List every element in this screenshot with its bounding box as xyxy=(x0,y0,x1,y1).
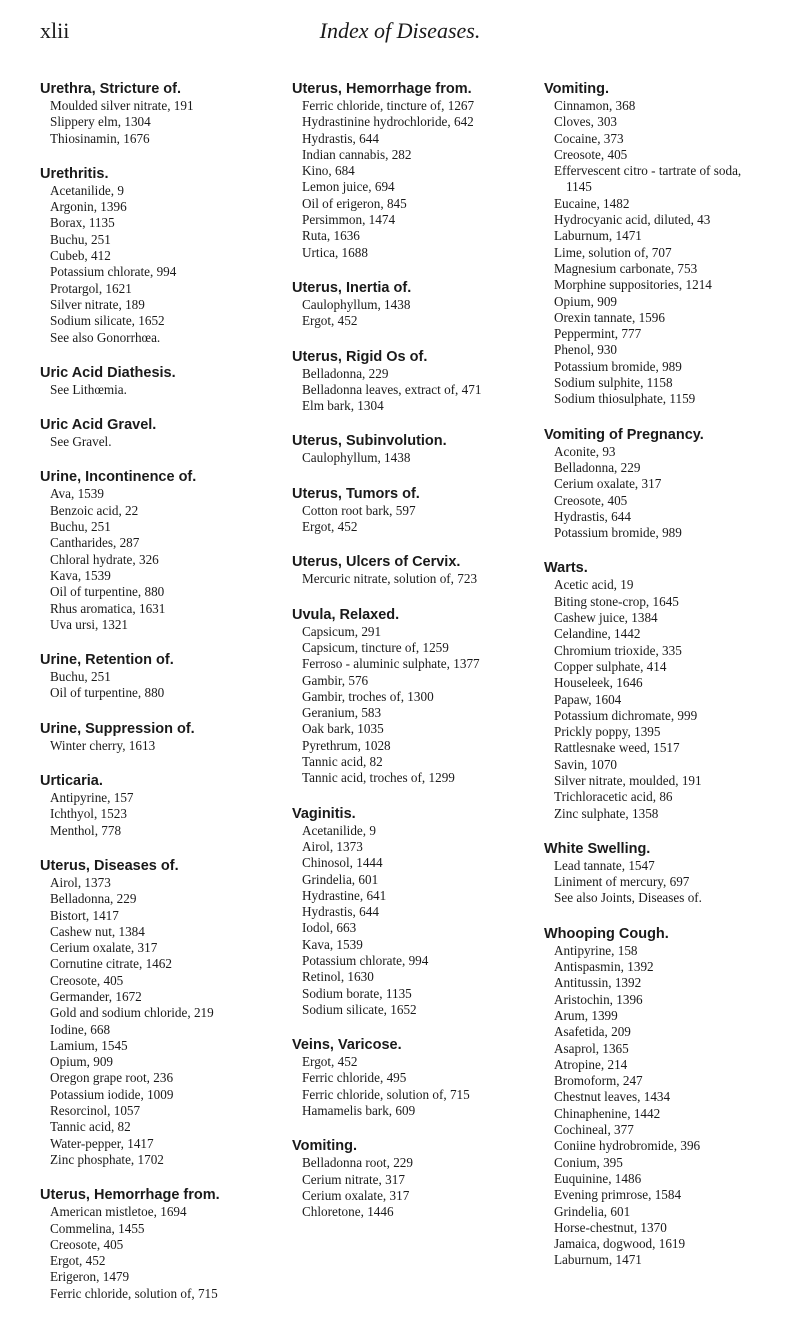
section-heading: Uric Acid Diathesis. xyxy=(40,364,176,381)
index-entry: Arum, 1399 xyxy=(554,1007,618,1023)
index-entry: Aconite, 93 xyxy=(554,443,616,459)
index-entry: Laburnum, 1471 xyxy=(554,1252,642,1268)
index-entry: Cotton root bark, 597 xyxy=(302,502,416,518)
index-entry: Potassium chlorate, 994 xyxy=(302,952,429,968)
index-entry: Lamium, 1545 xyxy=(50,1037,128,1053)
index-entry: Geranium, 583 xyxy=(302,705,382,721)
index-entry: Tannic acid, 82 xyxy=(302,754,383,770)
index-entry: Cantharides, 287 xyxy=(50,535,140,551)
index-entry: Belladonna, 229 xyxy=(302,365,389,381)
index-entry: Slippery elm, 1304 xyxy=(50,114,151,130)
index-entry: Lime, solution of, 707 xyxy=(554,244,672,260)
index-entry: See Lithœmia. xyxy=(50,381,127,397)
index-entry: Chromium trioxide, 335 xyxy=(554,642,682,658)
index-entry: Potassium dichromate, 999 xyxy=(554,707,698,723)
section-heading: Uric Acid Gravel. xyxy=(40,417,157,434)
index-entry: Creosote, 405 xyxy=(50,1236,124,1252)
section-heading: Uterus, Rigid Os of. xyxy=(292,348,428,365)
index-section xyxy=(40,857,292,1168)
entry-list xyxy=(40,382,292,398)
index-entry: Ferric chloride, 495 xyxy=(302,1070,407,1086)
index-entry: Iodol, 663 xyxy=(302,920,357,936)
index-entry: Caulophyllum, 1438 xyxy=(302,450,411,466)
entry-list xyxy=(40,434,292,450)
index-entry: Cashew nut, 1384 xyxy=(50,923,145,939)
index-entry: Horse-chestnut, 1370 xyxy=(554,1219,667,1235)
index-entry: Cerium oxalate, 317 xyxy=(50,940,158,956)
section-heading: Uterus, Ulcers of Cervix. xyxy=(292,554,461,571)
index-entry: Effervescent citro - tartrate of soda, 1145 xyxy=(554,163,742,195)
index-column-1 xyxy=(40,80,292,1320)
index-entry: Mercuric nitrate, solution of, 723 xyxy=(302,571,478,587)
index-entry: Erigeron, 1479 xyxy=(50,1269,130,1285)
section-heading: White Swelling. xyxy=(544,840,651,857)
index-entry: Kava, 1539 xyxy=(50,567,111,583)
index-entry: Pyrethrum, 1028 xyxy=(302,737,391,753)
index-entry: Acetanilide, 9 xyxy=(50,182,124,198)
index-entry: Phenol, 930 xyxy=(554,342,618,358)
index-entry: Buchu, 251 xyxy=(50,669,111,685)
index-column-3 xyxy=(544,80,770,1320)
section-heading: Vomiting. xyxy=(544,81,609,97)
index-entry: Potassium bromide, 989 xyxy=(554,525,682,541)
index-entry: Moulded silver nitrate, 191 xyxy=(50,98,194,113)
index-entry: Cinnamon, 368 xyxy=(554,98,636,113)
index-section xyxy=(292,485,544,536)
index-entry: Oregon grape root, 236 xyxy=(50,1070,174,1086)
index-entry: Prickly poppy, 1395 xyxy=(554,724,661,740)
entry-list xyxy=(40,790,292,839)
section-heading: Whooping Cough. xyxy=(544,925,669,942)
index-entry: Orexin tannate, 1596 xyxy=(554,309,665,325)
index-entry: Buchu, 251 xyxy=(50,231,111,247)
running-title: Index of Diseases. xyxy=(319,18,481,43)
entry-list xyxy=(40,1204,292,1302)
index-entry: Belladonna leaves, extract of, 471 xyxy=(302,381,482,397)
index-entry: Menthol, 778 xyxy=(50,822,122,838)
section-heading: Vomiting. xyxy=(292,1138,357,1155)
index-entry: Cerium nitrate, 317 xyxy=(302,1171,405,1187)
index-entry: Magnesium carbonate, 753 xyxy=(554,260,698,276)
section-heading: Urine, Incontinence of. xyxy=(40,469,197,486)
index-entry: Silver nitrate, 189 xyxy=(50,296,145,312)
index-entry: Evening primrose, 1584 xyxy=(554,1187,682,1203)
entry-list xyxy=(292,571,544,587)
section-heading: Urethra, Stricture of. xyxy=(40,81,181,97)
index-entry: Lemon juice, 694 xyxy=(302,179,395,195)
index-entry: Atropine, 214 xyxy=(554,1056,628,1072)
index-entry: Hydrastis, 644 xyxy=(302,904,379,920)
section-heading: Urine, Suppression of. xyxy=(40,720,195,737)
index-entry: Ferroso - aluminic sulphate, 1377 xyxy=(302,656,480,672)
index-entry: Commelina, 1455 xyxy=(50,1220,145,1236)
index-entry: Ergot, 452 xyxy=(302,1054,358,1070)
entry-list xyxy=(40,98,292,147)
index-entry: See Gravel. xyxy=(50,434,112,450)
index-entry: Biting stone-crop, 1645 xyxy=(554,593,679,609)
entry-list xyxy=(544,858,770,907)
index-entry: Benzoic acid, 22 xyxy=(50,502,139,518)
index-entry: Acetic acid, 19 xyxy=(554,577,634,593)
index-entry: Bromoform, 247 xyxy=(554,1073,643,1089)
index-section xyxy=(40,416,292,450)
index-entry: Caulophyllum, 1438 xyxy=(302,296,411,312)
index-entry: Euquinine, 1486 xyxy=(554,1170,642,1186)
index-entry: Zinc sulphate, 1358 xyxy=(554,805,659,821)
index-section xyxy=(40,1186,292,1302)
section-heading: Uterus, Diseases of. xyxy=(40,857,179,874)
index-section xyxy=(544,426,770,542)
index-entry: Potassium chlorate, 994 xyxy=(50,264,177,280)
index-section xyxy=(40,772,292,839)
index-entry: Tannic acid, 82 xyxy=(50,1119,131,1135)
entry-list xyxy=(40,738,292,754)
index-entry: Hydrocyanic acid, diluted, 43 xyxy=(554,212,711,228)
index-entry: Grindelia, 601 xyxy=(554,1203,631,1219)
index-entry: Grindelia, 601 xyxy=(302,871,379,887)
index-entry: Ergot, 452 xyxy=(50,1253,106,1269)
entry-list xyxy=(40,875,292,1168)
index-entry: Thiosinamin, 1676 xyxy=(50,130,150,146)
index-section xyxy=(292,1137,544,1220)
index-entry: Persimmon, 1474 xyxy=(302,212,396,228)
index-section xyxy=(40,165,292,346)
index-entry: Antitussin, 1392 xyxy=(554,975,642,991)
index-entry: Ferric chloride, tincture of, 1267 xyxy=(302,98,475,113)
index-section xyxy=(40,720,292,754)
index-entry: Sodium borate, 1135 xyxy=(302,985,412,1001)
entry-list xyxy=(292,503,544,536)
index-entry: Resorcinol, 1057 xyxy=(50,1103,141,1119)
index-entry: Iodine, 668 xyxy=(50,1021,111,1037)
index-entry: Cochineal, 377 xyxy=(554,1122,634,1138)
index-entry: Cornutine citrate, 1462 xyxy=(50,956,172,972)
entry-list xyxy=(544,577,770,821)
index-section xyxy=(292,348,544,415)
index-entry: Sodium sulphite, 1158 xyxy=(554,375,673,391)
index-entry: Jamaica, dogwood, 1619 xyxy=(554,1236,686,1252)
entry-list xyxy=(544,444,770,542)
index-entry: Asaprol, 1365 xyxy=(554,1040,629,1056)
index-section xyxy=(292,432,544,466)
index-entry: Hydrastinine hydrochloride, 642 xyxy=(302,114,474,130)
index-entry: Opium, 909 xyxy=(554,293,618,309)
index-entry: Belladonna root, 229 xyxy=(302,1155,413,1171)
index-entry: Ergot, 452 xyxy=(302,519,358,535)
index-entry: Hydrastine, 641 xyxy=(302,887,387,903)
entry-list xyxy=(544,943,770,1269)
index-entry: See also Gonorrhœa. xyxy=(50,329,161,345)
section-heading: Uterus, Tumors of. xyxy=(292,485,420,502)
index-entry: Copper sulphate, 414 xyxy=(554,658,667,674)
index-entry: Cocaine, 373 xyxy=(554,130,624,146)
index-section xyxy=(292,1036,544,1119)
index-entry: Morphine suppositories, 1214 xyxy=(554,277,712,293)
entry-list xyxy=(40,669,292,702)
index-entry: Ergot, 452 xyxy=(302,313,358,329)
index-entry: Sodium silicate, 1652 xyxy=(302,1001,417,1017)
index-entry: Cerium oxalate, 317 xyxy=(554,476,662,492)
section-heading: Uterus, Hemorrhage from. xyxy=(40,1187,220,1204)
section-heading: Urethritis. xyxy=(40,165,109,182)
index-entry: Oil of turpentine, 880 xyxy=(50,584,165,600)
index-entry: Ferric chloride, solution of, 715 xyxy=(302,1086,470,1102)
index-entry: Ichthyol, 1523 xyxy=(50,806,127,822)
index-entry: Coniine hydrobromide, 396 xyxy=(554,1138,701,1154)
section-heading: Uterus, Hemorrhage from. xyxy=(292,81,472,97)
index-entry: Peppermint, 777 xyxy=(554,326,642,342)
index-entry: Belladonna, 229 xyxy=(50,891,137,907)
index-entry: Bistort, 1417 xyxy=(50,907,119,923)
index-entry: Buchu, 251 xyxy=(50,519,111,535)
index-entry: Sodium silicate, 1652 xyxy=(50,313,165,329)
index-entry: Celandine, 1442 xyxy=(554,626,641,642)
entry-list xyxy=(292,823,544,1019)
index-entry: Aristochin, 1396 xyxy=(554,991,643,1007)
index-section xyxy=(544,80,770,408)
index-section xyxy=(40,364,292,398)
index-entry: Gambir, troches of, 1300 xyxy=(302,688,434,704)
index-section xyxy=(292,805,544,1019)
index-entry: Hydrastis, 644 xyxy=(302,130,379,146)
index-entry: Creosote, 405 xyxy=(554,146,628,162)
index-entry: Hamamelis bark, 609 xyxy=(302,1103,416,1119)
index-entry: Conium, 395 xyxy=(554,1154,623,1170)
index-entry: Trichloracetic acid, 86 xyxy=(554,789,673,805)
index-entry: Argonin, 1396 xyxy=(50,199,127,215)
index-entry: Oil of turpentine, 880 xyxy=(50,685,165,701)
index-entry: Airol, 1373 xyxy=(302,838,363,854)
index-entry: Antipyrine, 158 xyxy=(554,942,638,958)
index-entry: Antispasmin, 1392 xyxy=(554,959,654,975)
index-entry: Asafetida, 209 xyxy=(554,1024,631,1040)
index-columns xyxy=(40,80,770,1320)
index-entry: Airol, 1373 xyxy=(50,874,111,890)
index-entry: Capsicum, tincture of, 1259 xyxy=(302,639,449,655)
index-section xyxy=(292,279,544,330)
index-section xyxy=(292,553,544,587)
page-number: xlii xyxy=(40,18,70,43)
entry-list xyxy=(292,1155,544,1220)
index-entry: Gambir, 576 xyxy=(302,672,369,688)
index-entry: Urtica, 1688 xyxy=(302,244,368,260)
index-entry: Ferric chloride, solution of, 715 xyxy=(50,1285,218,1301)
index-entry: Zinc phosphate, 1702 xyxy=(50,1151,164,1167)
index-entry: Cloves, 303 xyxy=(554,114,618,130)
index-entry: Houseleek, 1646 xyxy=(554,675,643,691)
index-section xyxy=(544,559,770,821)
index-section xyxy=(544,925,770,1269)
index-entry: Oil of erigeron, 845 xyxy=(302,195,407,211)
index-entry: Silver nitrate, moulded, 191 xyxy=(554,772,702,788)
index-entry: Winter cherry, 1613 xyxy=(50,737,156,753)
index-entry: Rhus aromatica, 1631 xyxy=(50,600,166,616)
index-entry: Rattlesnake weed, 1517 xyxy=(554,740,680,756)
entry-list xyxy=(292,450,544,466)
index-entry: Lead tannate, 1547 xyxy=(554,857,655,873)
index-entry: Belladonna, 229 xyxy=(554,459,641,475)
section-heading: Vaginitis. xyxy=(292,805,356,822)
entry-list xyxy=(292,366,544,415)
entry-list xyxy=(292,98,544,261)
index-entry: Ava, 1539 xyxy=(50,486,104,502)
index-entry: Sodium thiosulphate, 1159 xyxy=(554,391,696,407)
index-entry: Liniment of mercury, 697 xyxy=(554,874,690,890)
index-entry: Germander, 1672 xyxy=(50,988,142,1004)
section-heading: Veins, Varicose. xyxy=(292,1037,402,1054)
index-entry: Chinosol, 1444 xyxy=(302,855,383,871)
index-entry: Creosote, 405 xyxy=(554,492,628,508)
index-entry: Opium, 909 xyxy=(50,1054,114,1070)
index-section xyxy=(40,80,292,147)
index-section xyxy=(292,80,544,261)
section-heading: Warts. xyxy=(544,560,588,577)
index-entry: Water-pepper, 1417 xyxy=(50,1135,154,1151)
index-entry: Acetanilide, 9 xyxy=(302,822,376,838)
index-entry: Protargol, 1621 xyxy=(50,280,132,296)
index-entry: Retinol, 1630 xyxy=(302,969,374,985)
index-entry: Cerium oxalate, 317 xyxy=(302,1187,410,1203)
section-heading: Urine, Retention of. xyxy=(40,652,174,669)
entry-list xyxy=(292,624,544,787)
index-entry: Eucaine, 1482 xyxy=(554,195,630,211)
index-entry: Capsicum, 291 xyxy=(302,623,382,639)
entry-list xyxy=(292,1054,544,1119)
index-entry: Potassium bromide, 989 xyxy=(554,358,682,374)
section-heading: Uterus, Inertia of. xyxy=(292,279,412,296)
index-entry: Chestnut leaves, 1434 xyxy=(554,1089,671,1105)
index-section xyxy=(40,468,292,633)
index-section xyxy=(292,606,544,787)
section-heading: Uvula, Relaxed. xyxy=(292,606,400,623)
index-entry: Chloral hydrate, 326 xyxy=(50,551,159,567)
index-entry: Tannic acid, troches of, 1299 xyxy=(302,770,455,786)
entry-list xyxy=(40,183,292,346)
index-entry: Chinaphenine, 1442 xyxy=(554,1105,661,1121)
index-entry: Ruta, 1636 xyxy=(302,228,360,244)
index-entry: Kino, 684 xyxy=(302,163,355,179)
index-entry: Gold and sodium chloride, 219 xyxy=(50,1005,214,1021)
index-entry: Kava, 1539 xyxy=(302,936,363,952)
index-entry: American mistletoe, 1694 xyxy=(50,1204,187,1220)
index-entry: See also Joints, Diseases of. xyxy=(554,890,702,906)
index-entry: Cashew juice, 1384 xyxy=(554,610,658,626)
section-heading: Urticaria. xyxy=(40,773,103,790)
index-entry: Borax, 1135 xyxy=(50,215,115,231)
index-entry: Savin, 1070 xyxy=(554,756,618,772)
entry-list xyxy=(544,98,770,408)
index-entry: Antipyrine, 157 xyxy=(50,790,134,806)
section-heading: Vomiting of Pregnancy. xyxy=(544,426,704,443)
index-entry: Cubeb, 412 xyxy=(50,248,111,264)
index-entry: Chloretone, 1446 xyxy=(302,1204,394,1220)
index-entry: Indian cannabis, 282 xyxy=(302,146,412,162)
index-entry: Potassium iodide, 1009 xyxy=(50,1086,174,1102)
index-entry: Uva ursi, 1321 xyxy=(50,616,129,632)
index-entry: Papaw, 1604 xyxy=(554,691,622,707)
page-header xyxy=(40,18,760,46)
index-entry: Hydrastis, 644 xyxy=(554,508,631,524)
section-heading: Uterus, Subinvolution. xyxy=(292,433,447,450)
entry-list xyxy=(292,297,544,330)
index-section xyxy=(40,651,292,702)
index-column-2 xyxy=(292,80,544,1320)
index-entry: Elm bark, 1304 xyxy=(302,398,384,414)
index-entry: Oak bark, 1035 xyxy=(302,721,384,737)
index-entry: Laburnum, 1471 xyxy=(554,228,642,244)
index-entry: Creosote, 405 xyxy=(50,972,124,988)
entry-list xyxy=(40,486,292,633)
index-section xyxy=(544,840,770,907)
